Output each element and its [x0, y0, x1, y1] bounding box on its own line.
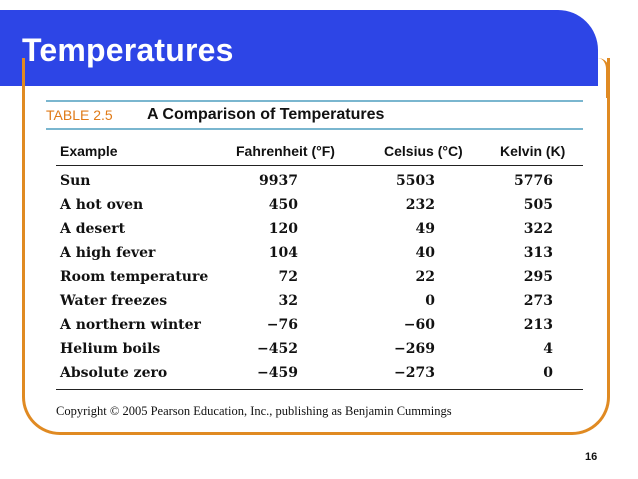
table-label: TABLE 2.5 [46, 107, 113, 123]
cell-example: A hot oven [60, 197, 144, 213]
table-row [0, 341, 638, 365]
copyright-notice: Copyright © 2005 Pearson Education, Inc., publishing as Benjamin Cummings [56, 404, 452, 418]
cell-fahrenheit: −76 [266, 317, 298, 333]
table-row [0, 221, 638, 245]
cell-example: A northern winter [60, 317, 201, 333]
cell-example: A desert [60, 221, 126, 237]
cell-kelvin: 313 [523, 245, 553, 261]
table-title: A Comparison of Temperatures [147, 106, 385, 123]
cell-celsius: 40 [415, 245, 435, 261]
cell-kelvin: 0 [543, 365, 553, 381]
slide-title: Temperatures [22, 32, 234, 68]
cell-celsius: −269 [394, 341, 435, 357]
header-kelvin: Kelvin (K) [500, 143, 566, 159]
cell-fahrenheit: 9937 [259, 173, 298, 189]
cell-kelvin: 273 [523, 293, 553, 309]
table-row [0, 173, 638, 197]
cell-kelvin: 505 [523, 197, 553, 213]
cell-example: Absolute zero [60, 365, 168, 381]
cell-celsius: 0 [425, 293, 435, 309]
header-fahrenheit: Fahrenheit (°F) [236, 143, 335, 159]
table-title-rule [46, 128, 583, 130]
cell-kelvin: 322 [523, 221, 553, 237]
cell-fahrenheit: 120 [268, 221, 298, 237]
table-bottom-rule [56, 389, 583, 390]
cell-celsius: 49 [415, 221, 435, 237]
cell-example: Water freezes [60, 293, 168, 309]
cell-kelvin: 5776 [514, 173, 553, 189]
cell-example: Helium boils [60, 341, 161, 357]
cell-example: Room temperature [60, 269, 209, 285]
cell-example: Sun [60, 173, 91, 189]
table-row [0, 269, 638, 293]
cell-fahrenheit: 104 [268, 245, 298, 261]
cell-fahrenheit: −459 [257, 365, 298, 381]
header-celsius: Celsius (°C) [384, 143, 463, 159]
cell-kelvin: 213 [523, 317, 553, 333]
cell-celsius: −273 [394, 365, 435, 381]
table-row [0, 317, 638, 341]
cell-kelvin: 295 [523, 269, 553, 285]
cell-celsius: 232 [405, 197, 435, 213]
table-row [0, 293, 638, 317]
header-rule [56, 165, 583, 166]
table-row [0, 197, 638, 221]
table-row [0, 245, 638, 269]
cell-fahrenheit: −452 [257, 341, 298, 357]
cell-fahrenheit: 450 [268, 197, 298, 213]
cell-celsius: −60 [403, 317, 435, 333]
page-number: 16 [585, 451, 598, 463]
header-example: Example [60, 143, 118, 159]
cell-celsius: 5503 [396, 173, 435, 189]
table-row [0, 365, 638, 389]
table-top-rule [46, 100, 583, 102]
cell-celsius: 22 [415, 269, 435, 285]
cell-example: A high fever [60, 245, 156, 261]
cell-fahrenheit: 72 [278, 269, 298, 285]
cell-kelvin: 4 [543, 341, 553, 357]
cell-fahrenheit: 32 [278, 293, 298, 309]
